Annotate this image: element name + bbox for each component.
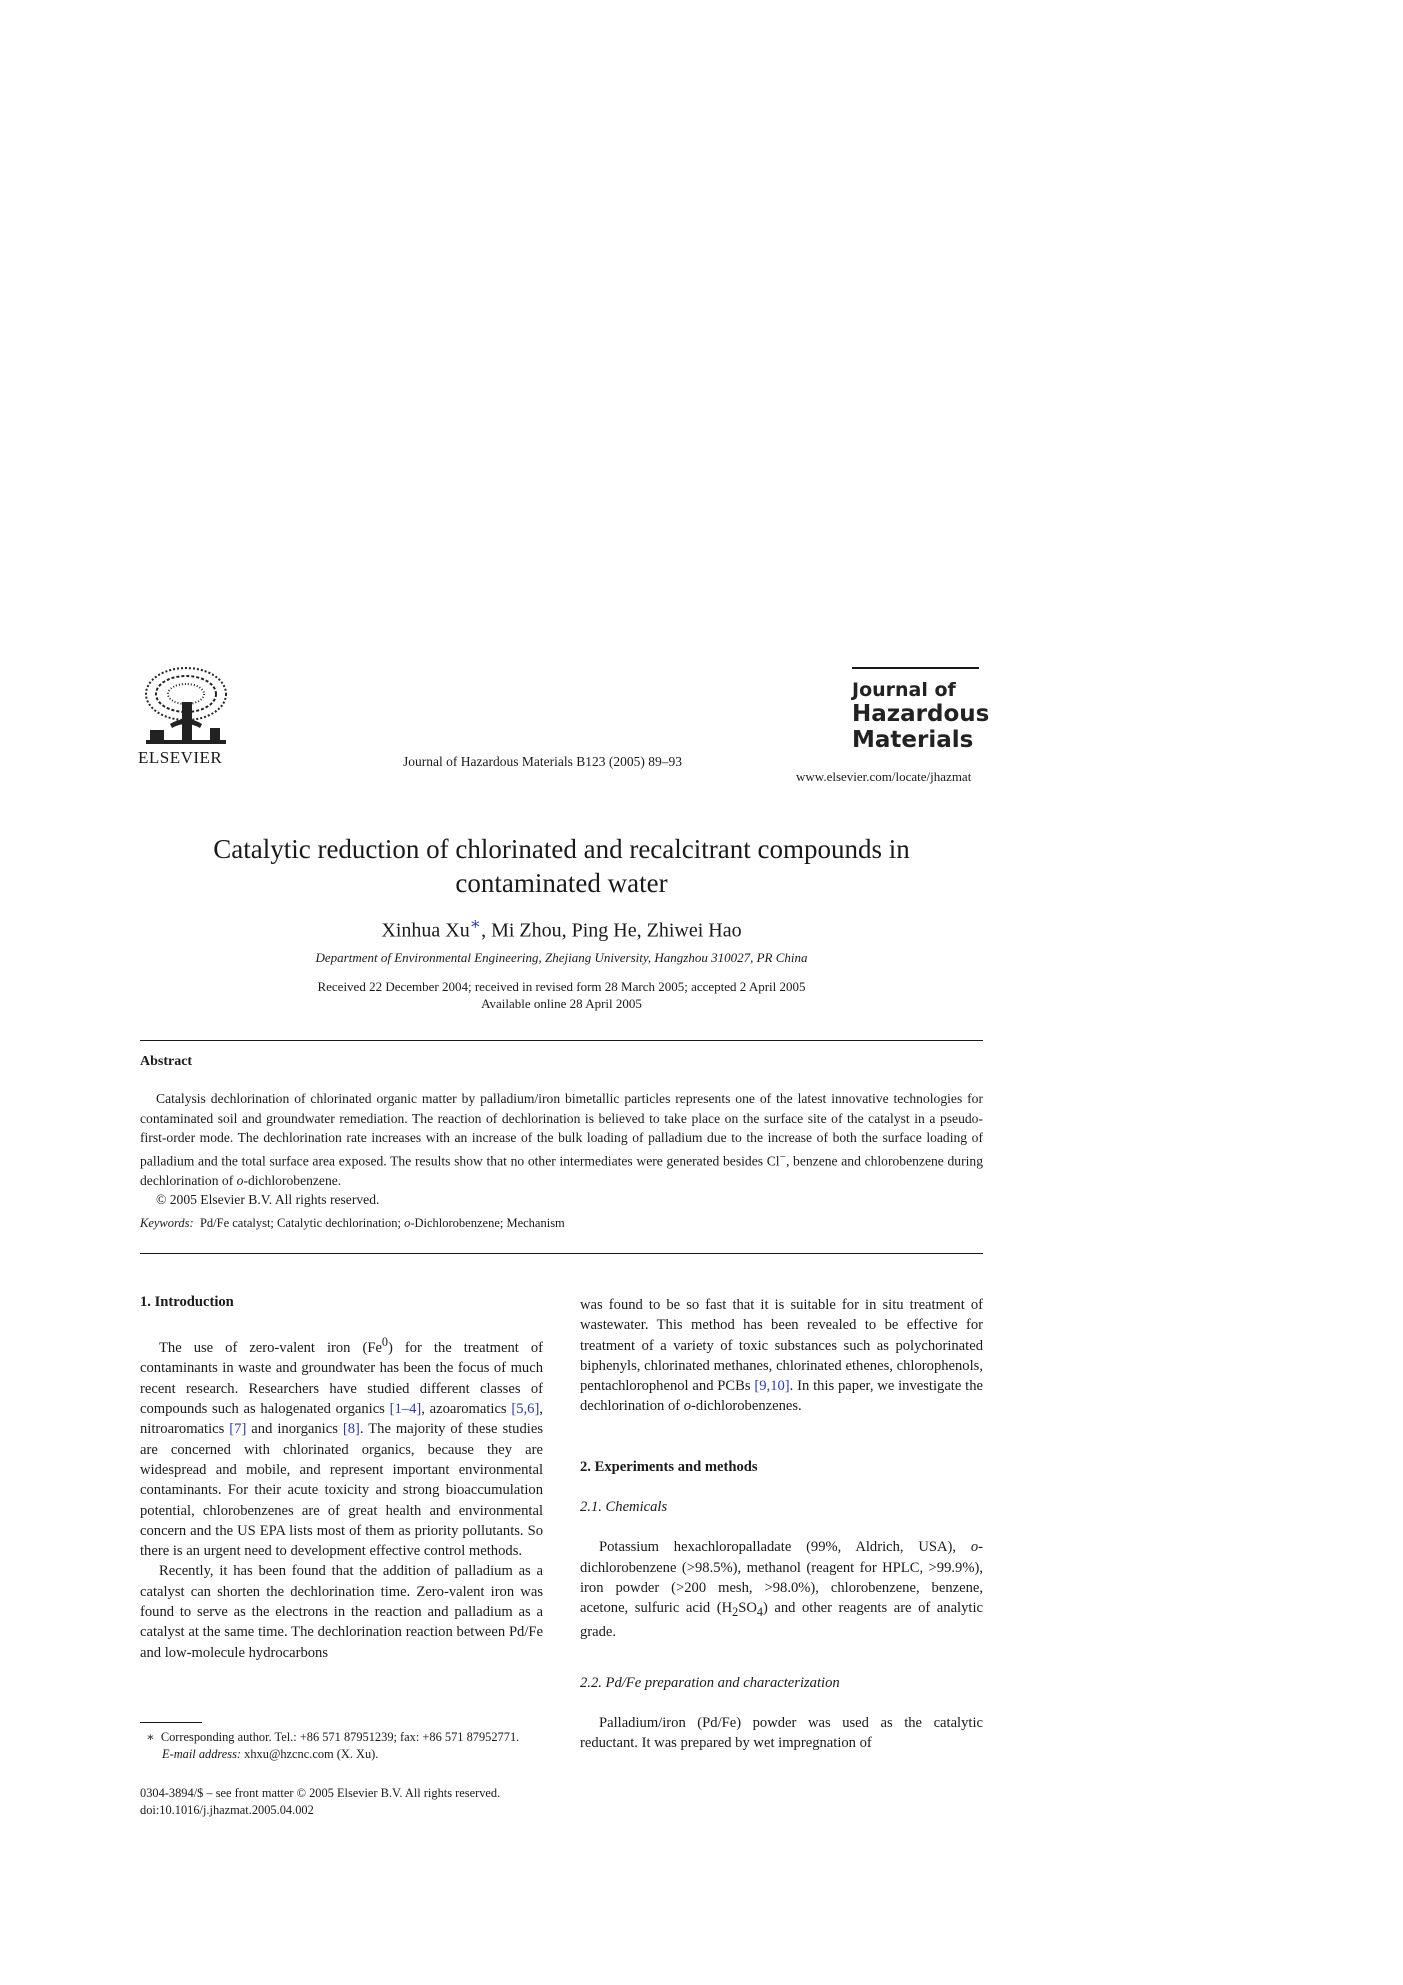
- title-line: contaminated water: [455, 868, 668, 898]
- subsection-heading: 2.1. Chemicals: [580, 1499, 668, 1516]
- footnote: [140, 1729, 550, 1763]
- corresponding-author-mark[interactable]: ∗: [469, 914, 482, 933]
- paragraph: Palladium/iron (Pd/Fe) powder was used as the catalytic reductant. It was prepared by wet impregnation of: [580, 1715, 983, 1752]
- right-column: [580, 1295, 983, 1754]
- publisher-name: ELSEVIER: [138, 748, 223, 767]
- issn: 0304-3894/$ – see front matter © 2005 Elsevier B.V. All rights reserved.: [140, 1786, 501, 1800]
- journal-logo: [852, 679, 989, 753]
- journal-logo-rule: [852, 667, 979, 669]
- reference-link[interactable]: [5,6]: [511, 1401, 540, 1418]
- journal-url[interactable]: www.elsevier.com/locate/jhazmat: [796, 769, 972, 784]
- reference-link[interactable]: [9,10]: [754, 1378, 790, 1395]
- doi[interactable]: doi:10.1016/j.jhazmat.2005.04.002: [140, 1803, 314, 1817]
- keywords: Keywords: Pd/Fe catalyst; Catalytic dechlorination; o-Dichlorobenzene; Mechanism: [140, 1216, 565, 1230]
- paragraph: Potassium hexachloropalladate (99%, Aldrich, USA), o-dichlorobenzene (>98.5%), methanol (reagent for HPLC, >99.9%), iron powder (>200 mesh, >98.0%), chlorobenzene, benzene, acetone, sulfuric acid $(H_2SO_4)$ and other reagents are of analytic grade.: [580, 1539, 983, 1641]
- issn-doi: [140, 1785, 500, 1819]
- author-names: , Mi Zhou, Ping He, Zhiwei Hao: [481, 919, 742, 942]
- footnote-line: ∗ Corresponding author. Tel.: +86 571 87951239; fax: +86 571 87952771.: [146, 1730, 520, 1744]
- paragraph: Recently, it has been found that the addition of palladium as a catalyst can shorten the dechlorination time. Zero-valent iron was found to serve as the electrons in the reaction and palladium as a catalyst at the same time. The dechlorination reaction between Pd/Fe and low-molecule hydrocarbons: [140, 1563, 543, 1661]
- journal-logo-line: Materials: [852, 727, 974, 753]
- divider: [140, 1040, 983, 1041]
- section-heading: 2. Experiments and methods: [580, 1458, 758, 1475]
- reference-link[interactable]: [8]: [342, 1421, 360, 1438]
- left-column: [140, 1292, 543, 1663]
- affiliation: Department of Environmental Engineering, Zhejiang University, Hangzhou 310027, PR China: [315, 950, 808, 965]
- subsection-heading: 2.2. Pd/Fe preparation and characterization: [580, 1674, 840, 1691]
- keywords-label: Keywords:: [140, 1216, 194, 1230]
- author-list: [140, 914, 983, 943]
- footnote-rule: [140, 1722, 202, 1723]
- journal-logo-line: Journal of: [852, 679, 956, 701]
- footnote-line: E-mail address: xhxu@hzcnc.com (X. Xu).: [162, 1747, 379, 1761]
- paragraph: The use of zero-valent iron (Fe$^0$) for the treatment of contaminants in waste and groundwater has been the focus of much recent research. Researchers have studied different classes of compounds such as halogenated organics [1–4], azoaromatics [5,6], nitroaromatics [7] and inorganics [8]. The majority of these studies are concerned with chlorinated organics, because they are widespread and mobile, and represent important environmental contaminants. For their acute toxicity and strong bioaccumulation potential, chlorobenzenes are of great health and environmental concern and the US EPA lists most of them as priority pollutants. So there is an urgent need to development effective control methods.: [140, 1335, 543, 1560]
- divider: [140, 1253, 983, 1254]
- paragraph: was found to be so fast that it is suitable for in situ treatment of wastewater. This method has been revealed to be effective for treatment of a variety of toxic substances such as polychorinated biphenyls, chlorinated methanes, chlorinated ethenes, chlorophenols, pentachlorophenol and PCBs [9,10]. In this paper, we investigate the dechlorination of o-dichlorobenzenes.: [580, 1297, 983, 1415]
- footnote-mark: ∗: [146, 1730, 155, 1744]
- abstract-paragraph: Catalysis dechlorination of chlorinated organic matter by palladium/iron bimetallic particles represents one of the latest innovative technologies for contaminated soil and groundwater remediation. The reaction of dechlorination is believed to take place on the surface site of the catalyst in a pseudo-first-order mode. The dechlorination rate increases with an increase of the bulk loading of palladium due to the increase of both the surface loading of palladium and the total surface area exposed. The results show that no other intermediates were generated besides Cl−, benzene and chlorobenzene during dechlorination of o-dichlorobenzene.: [140, 1091, 983, 1188]
- reference-link[interactable]: [7]: [229, 1421, 247, 1438]
- journal-citation: Journal of Hazardous Materials B123 (2005) 89–93: [403, 754, 682, 769]
- author-name: Xinhua Xu: [381, 919, 470, 942]
- available-online: Available online 28 April 2005: [481, 996, 642, 1011]
- abstract-body: [140, 1089, 983, 1210]
- article-history: [140, 978, 983, 1012]
- reference-link[interactable]: [1–4]: [389, 1401, 422, 1418]
- title-line: Catalytic reduction of chlorinated and recalcitrant compounds in: [213, 834, 910, 864]
- article-title: [140, 832, 983, 900]
- abstract-heading: Abstract: [140, 1054, 193, 1069]
- copyright: © 2005 Elsevier B.V. All rights reserved.: [156, 1192, 380, 1208]
- section-heading: 1. Introduction: [140, 1294, 234, 1310]
- journal-logo-line: Hazardous: [852, 701, 990, 727]
- email-link[interactable]: xhxu@hzcnc.com (X. Xu).: [244, 1747, 379, 1761]
- received-dates: Received 22 December 2004; received in revised form 28 March 2005; accepted 2 April 2005: [317, 979, 806, 994]
